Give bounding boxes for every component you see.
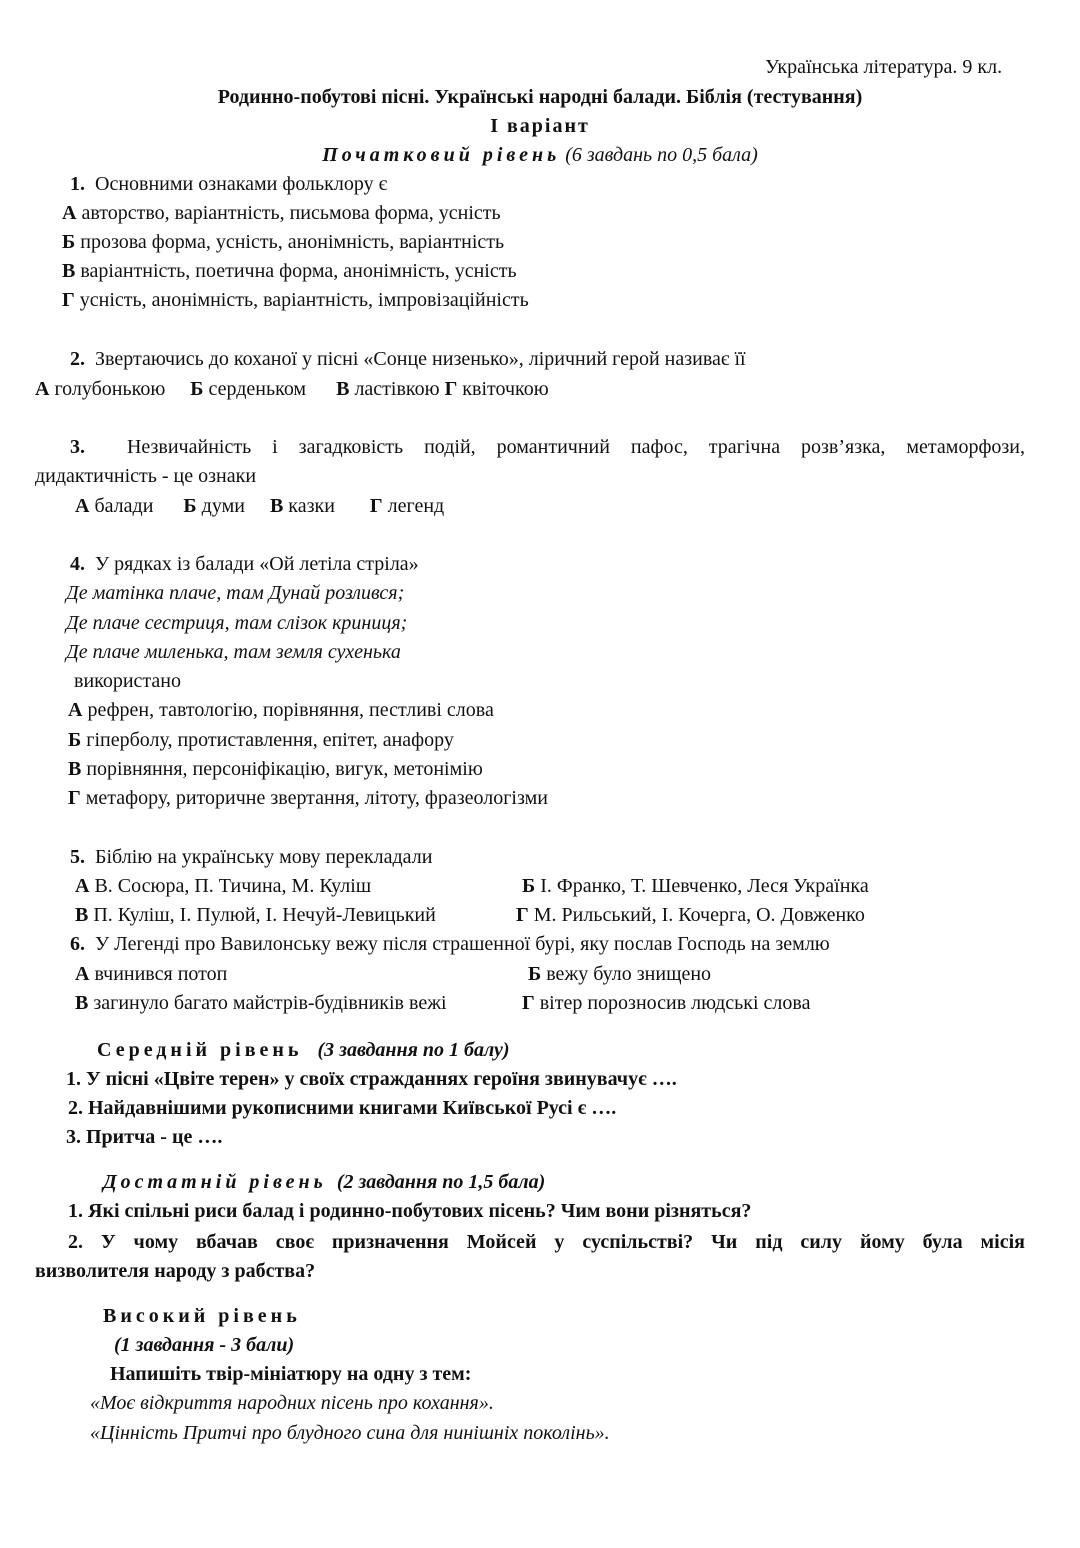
option-letter: В — [336, 378, 350, 400]
option-letter: Г — [68, 787, 81, 809]
question-2-options — [35, 377, 549, 401]
option-g — [522, 991, 810, 1015]
option-letter: В — [75, 904, 89, 926]
level-label: Достатній рівень — [103, 1171, 327, 1193]
option-letter: В — [62, 260, 76, 282]
question-number: 1. — [70, 173, 85, 195]
initial-level-heading — [0, 143, 1080, 167]
option-text: квіточкою — [462, 378, 549, 400]
option-letter: Б — [190, 378, 204, 400]
option-text: П. Куліш, І. Пулюй, І. Нечуй-Левицький — [93, 904, 436, 926]
level-note: (6 завдань по 0,5 бала) — [565, 144, 758, 166]
question-6 — [70, 932, 830, 956]
option-letter: В — [68, 758, 82, 780]
course-label: Українська література. 9 кл. — [765, 56, 1003, 78]
question-text: Біблію на українську мову перекладали — [95, 846, 433, 868]
option-a — [75, 874, 371, 898]
option-text: В. Сосюра, П. Тичина, М. Куліш — [94, 875, 372, 897]
option-text: гіперболу, протиставлення, епітет, анафору — [86, 729, 454, 751]
option-text: М. Рильський, І. Кочерга, О. Довженко — [533, 904, 865, 926]
option-g — [68, 786, 548, 810]
question-number: 4. — [70, 553, 85, 575]
essay-topic-2: «Цінність Притчі про блудного сина для нинішніх поколінь». — [90, 1422, 610, 1444]
option-a — [62, 201, 501, 225]
option-text: легенд — [387, 495, 445, 517]
option-text: ластівкою — [354, 378, 440, 400]
middle-level-heading — [97, 1038, 510, 1062]
option-v — [62, 259, 517, 283]
option-text: казки — [288, 495, 335, 517]
verse-line: Де плаче миленька, там земля сухенька — [66, 641, 401, 663]
option-b — [528, 962, 711, 986]
question-3-continued: дидактичність - це ознаки — [35, 465, 257, 487]
question-text: У рядках із балади «Ой летіла стріла» — [95, 553, 419, 575]
option-letter: Б — [528, 963, 542, 985]
option-v — [75, 903, 436, 927]
option-text: прозова форма, усність, анонімність, варіантність — [80, 231, 505, 253]
high-level-heading: Високий рівень — [103, 1305, 301, 1327]
question-text: Незвичайність і загадковість подій, романтичний пафос, трагічна розв’язка, метаморфози, — [126, 436, 1026, 458]
option-text: балади — [94, 495, 154, 517]
option-text: вежу було знищено — [546, 963, 712, 985]
sufficient-task-1: 1. Які спільні риси балад і родинно-побутових пісень? Чим вони різняться? — [68, 1200, 752, 1222]
question-4 — [70, 552, 419, 576]
question-3-options — [75, 494, 444, 518]
high-level-note: (1 завдання - 3 бали) — [114, 1334, 295, 1356]
option-g — [516, 903, 865, 927]
option-b — [62, 230, 504, 254]
option-b — [522, 874, 869, 898]
option-letter: А — [35, 378, 50, 400]
option-text: І. Франко, Т. Шевченко, Леся Українка — [540, 875, 869, 897]
level-note: (3 завдання по 1 балу) — [317, 1039, 510, 1061]
option-text: усність, анонімність, варіантність, імпровізаційність — [79, 289, 529, 311]
option-text: вчинився потоп — [94, 963, 228, 985]
option-letter: А — [62, 202, 77, 224]
option-letter: Б — [522, 875, 536, 897]
option-text: метафору, риторичне звертання, літоту, фразеологізми — [85, 787, 548, 809]
option-letter: Б — [68, 729, 82, 751]
high-level-task: Напишіть твір-мініатюру на одну з тем: — [110, 1363, 472, 1385]
option-letter: А — [68, 699, 83, 721]
sufficient-task-2: 2. У чому вбачав своє призначення Мойсей у суспільстві? Чи під силу йому була місія — [68, 1231, 1025, 1253]
option-text: серденьком — [208, 378, 307, 400]
option-v — [75, 991, 447, 1015]
option-letter: Б — [183, 495, 197, 517]
option-letter: Г — [522, 992, 535, 1014]
question-3 — [70, 435, 1025, 459]
level-note: (2 завдання по 1,5 бала) — [336, 1171, 546, 1193]
option-a — [68, 698, 494, 722]
option-text: порівняння, персоніфікацію, вигук, метонімію — [86, 758, 483, 780]
option-letter: А — [75, 495, 90, 517]
question-number: 5. — [70, 846, 85, 868]
question-4-tail: використано — [74, 670, 181, 692]
option-text: голубонькою — [54, 378, 166, 400]
option-letter: А — [75, 875, 90, 897]
question-text: Основними ознаками фольклору є — [95, 173, 388, 195]
sufficient-level-heading — [103, 1170, 545, 1194]
option-text: загинуло багато майстрів-будівників вежі — [93, 992, 447, 1014]
option-letter: В — [269, 495, 284, 517]
verse-line: Де плаче сестриця, там слізок криниця; — [66, 612, 408, 634]
option-letter: Г — [369, 495, 383, 517]
middle-task-2: 2. Найдавнішими рукописними книгами Київської Русі є …. — [68, 1097, 617, 1119]
middle-task-1: 1. У пісні «Цвіте терен» у своїх стражданнях героїня звинувачує …. — [66, 1068, 677, 1090]
option-text: думи — [201, 495, 245, 517]
page-title: Родинно-побутові пісні. Українські народні балади. Біблія (тестування) — [217, 86, 863, 108]
option-letter: Б — [62, 231, 76, 253]
level-label: Початковий рівень — [322, 144, 561, 166]
variant-label: І варіант — [490, 115, 590, 137]
option-b — [68, 728, 454, 752]
essay-topic-1: «Моє відкриття народних пісень про кохання». — [90, 1392, 494, 1414]
option-letter: Г — [444, 378, 458, 400]
option-letter: Г — [62, 289, 75, 311]
level-label: Середній рівень — [97, 1039, 303, 1061]
question-number: 6. — [70, 933, 85, 955]
question-text: У Легенді про Вавилонську вежу після страшенної бурі, яку послав Господь на землю — [95, 933, 830, 955]
option-letter: В — [75, 992, 89, 1014]
option-letter: Г — [516, 904, 529, 926]
question-text: Звертаючись до коханої у пісні «Сонце низенько», ліричний герой називає її — [95, 348, 746, 370]
option-v — [68, 757, 483, 781]
middle-task-3: 3. Притча - це …. — [66, 1126, 223, 1148]
question-number: 2. — [70, 348, 85, 370]
question-2 — [70, 347, 746, 371]
option-text: вітер порозносив людські слова — [539, 992, 811, 1014]
option-a — [75, 962, 227, 986]
verse-line: Де матінка плаче, там Дунай розлився; — [66, 582, 405, 604]
question-5 — [70, 845, 432, 869]
option-g — [62, 288, 529, 312]
question-1 — [70, 172, 387, 196]
question-number: 3. — [70, 436, 85, 458]
option-text: авторство, варіантність, письмова форма, усність — [81, 202, 501, 224]
option-text: рефрен, тавтологію, порівняння, пестливі слова — [87, 699, 494, 721]
option-letter: А — [75, 963, 90, 985]
sufficient-task-2-continued: визволителя народу з рабства? — [35, 1260, 316, 1282]
option-text: варіантність, поетична форма, анонімність, усність — [80, 260, 517, 282]
